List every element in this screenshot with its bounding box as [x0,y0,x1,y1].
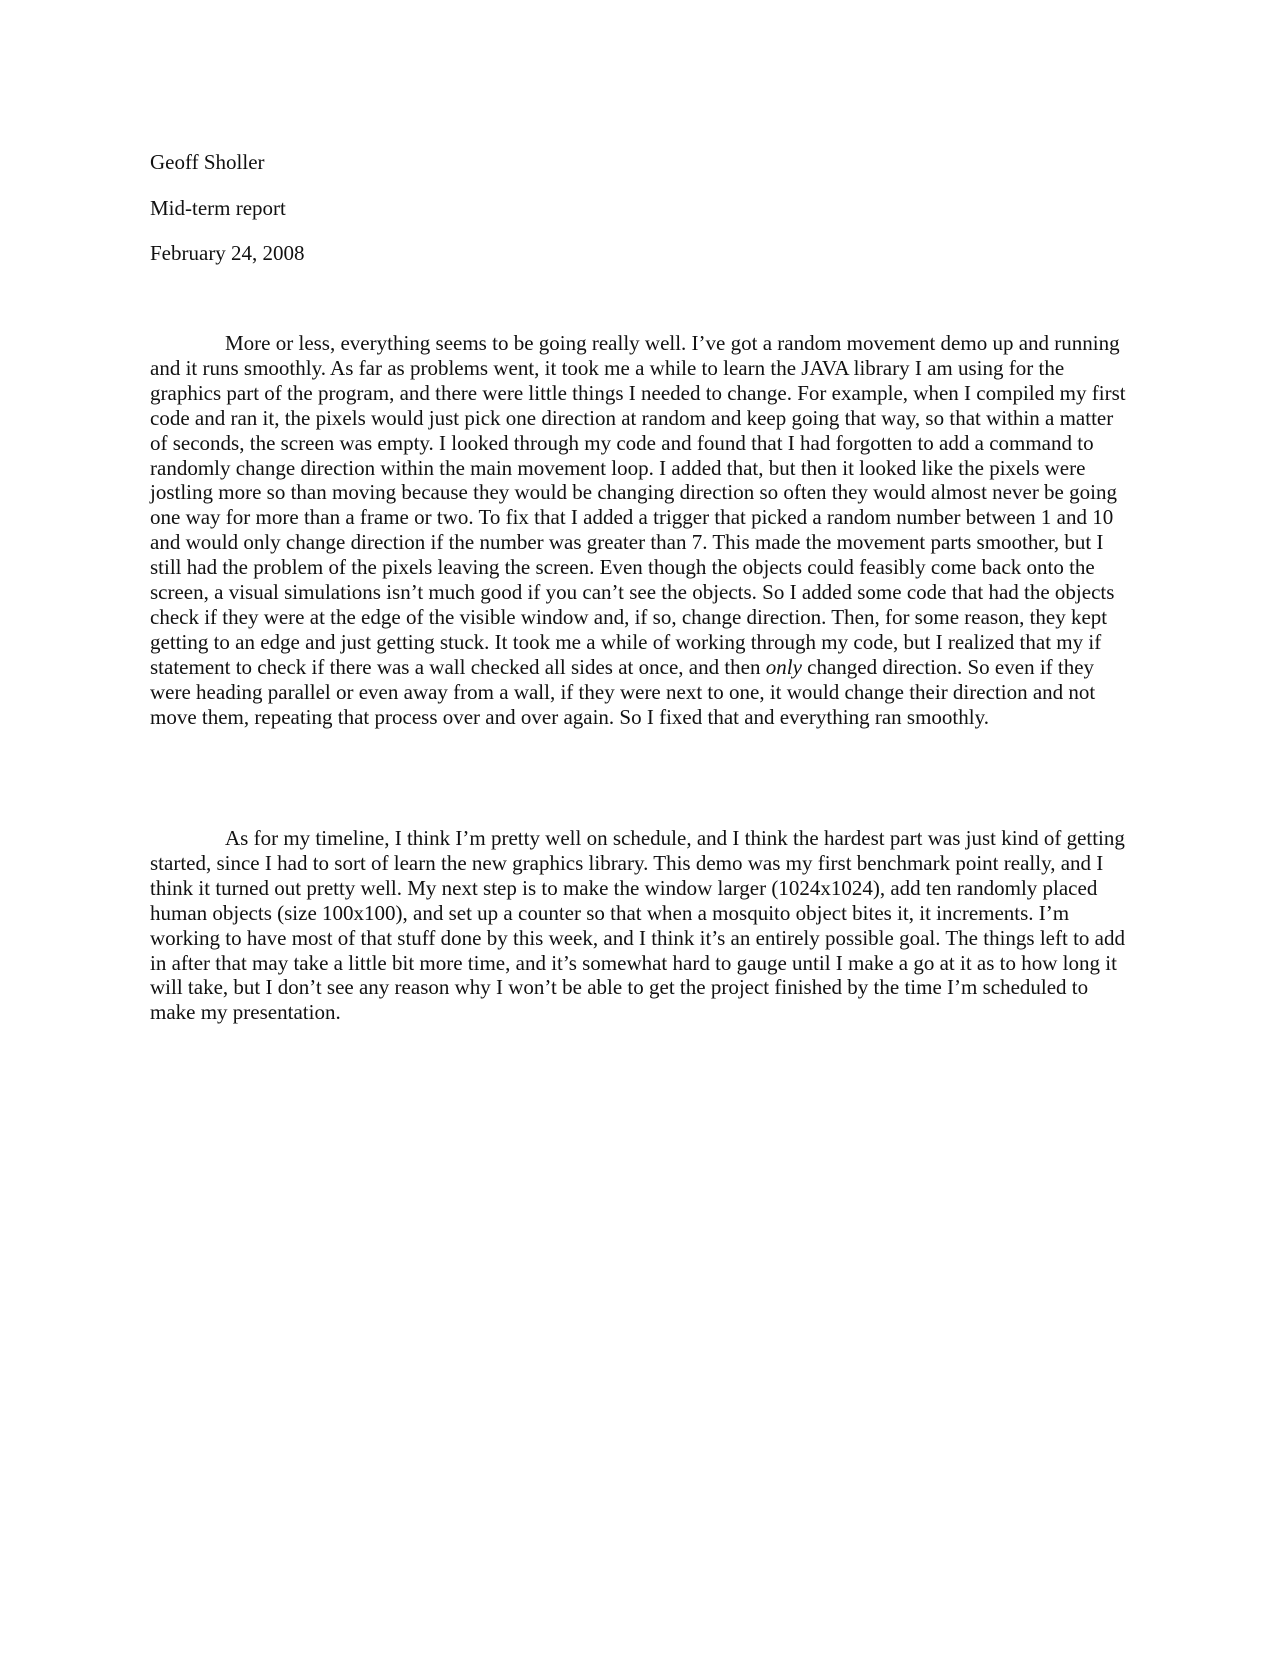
body-paragraph-2: As for my timeline, I think I’m pretty well on schedule, and I think the hardest part was just kind of getting started, since I had to sort of learn the new graphics library. This demo was my first benchmark point really, and I think it turned out pretty well. My next step is to make the window larger (1024x1024), add ten randomly placed human objects (size 100x100), and set up a counter so that when a mosquito object bites it, it increments. I’m working to have most of that stuff done by this week, and I think it’s an entirely possible goal. The things left to add in after that may take a little bit more time, and it’s somewhat hard to gauge until I make a go at it as to how long it will take, but I don’t see any reason why I won’t be able to get the project finished by the time I’m scheduled to make my presentation. [150,826,1125,1025]
body-paragraph-2-block [150,826,1130,1025]
emphasized-word: only [765,654,802,679]
document-type: Mid-term report [150,196,286,220]
body-paragraph-1 [150,331,1130,730]
author-name: Geoff Sholler [150,150,265,174]
body-paragraph-1-block [150,331,1130,730]
paragraph-1-text-end: changed direction. So even if they were heading parallel or even away from a wall, if they were next to one, it would change their direction and not move them, repeating that process over and over again. So I fixed that and everything ran smoothly. [150,654,1096,729]
paragraph-1-text-start: More or less, everything seems to be going really well. I’ve got a random movement demo up and running and it runs smoothly. As far as problems went, it took me a while to learn the JAVA library I am using for the graphics part of the program, and there were little things I needed to change. For example, when I compiled my first code and ran it, the pixels would just pick one direction at random and keep going that way, so that within a matter of seconds, the screen was empty. I looked through my code and found that I had forgotten to add a command to randomly change direction within the main movement loop. I added that, but then it looked like the pixels were jostling more so than moving because they would be changing direction so often they would almost never be going one way for more than a frame or two. To fix that I added a trigger that picked a random number between 1 and 10 and would only change direction if the number was greater than 7. This made the movement parts smoother, but I still had the problem of the pixels leaving the screen. Even though the objects could feasibly come back onto the screen, a visual simulations isn’t much good if you can’t see the objects. So I added some code that had the objects check if they were at the edge of the visible window and, if so, change direction. Then, for some reason, they kept getting to an edge and just getting stuck. It took me a while of working through my code, but I realized that my if statement to check if there was a wall checked all sides at once, and then [150,331,1126,679]
document-date: February 24, 2008 [150,241,305,265]
